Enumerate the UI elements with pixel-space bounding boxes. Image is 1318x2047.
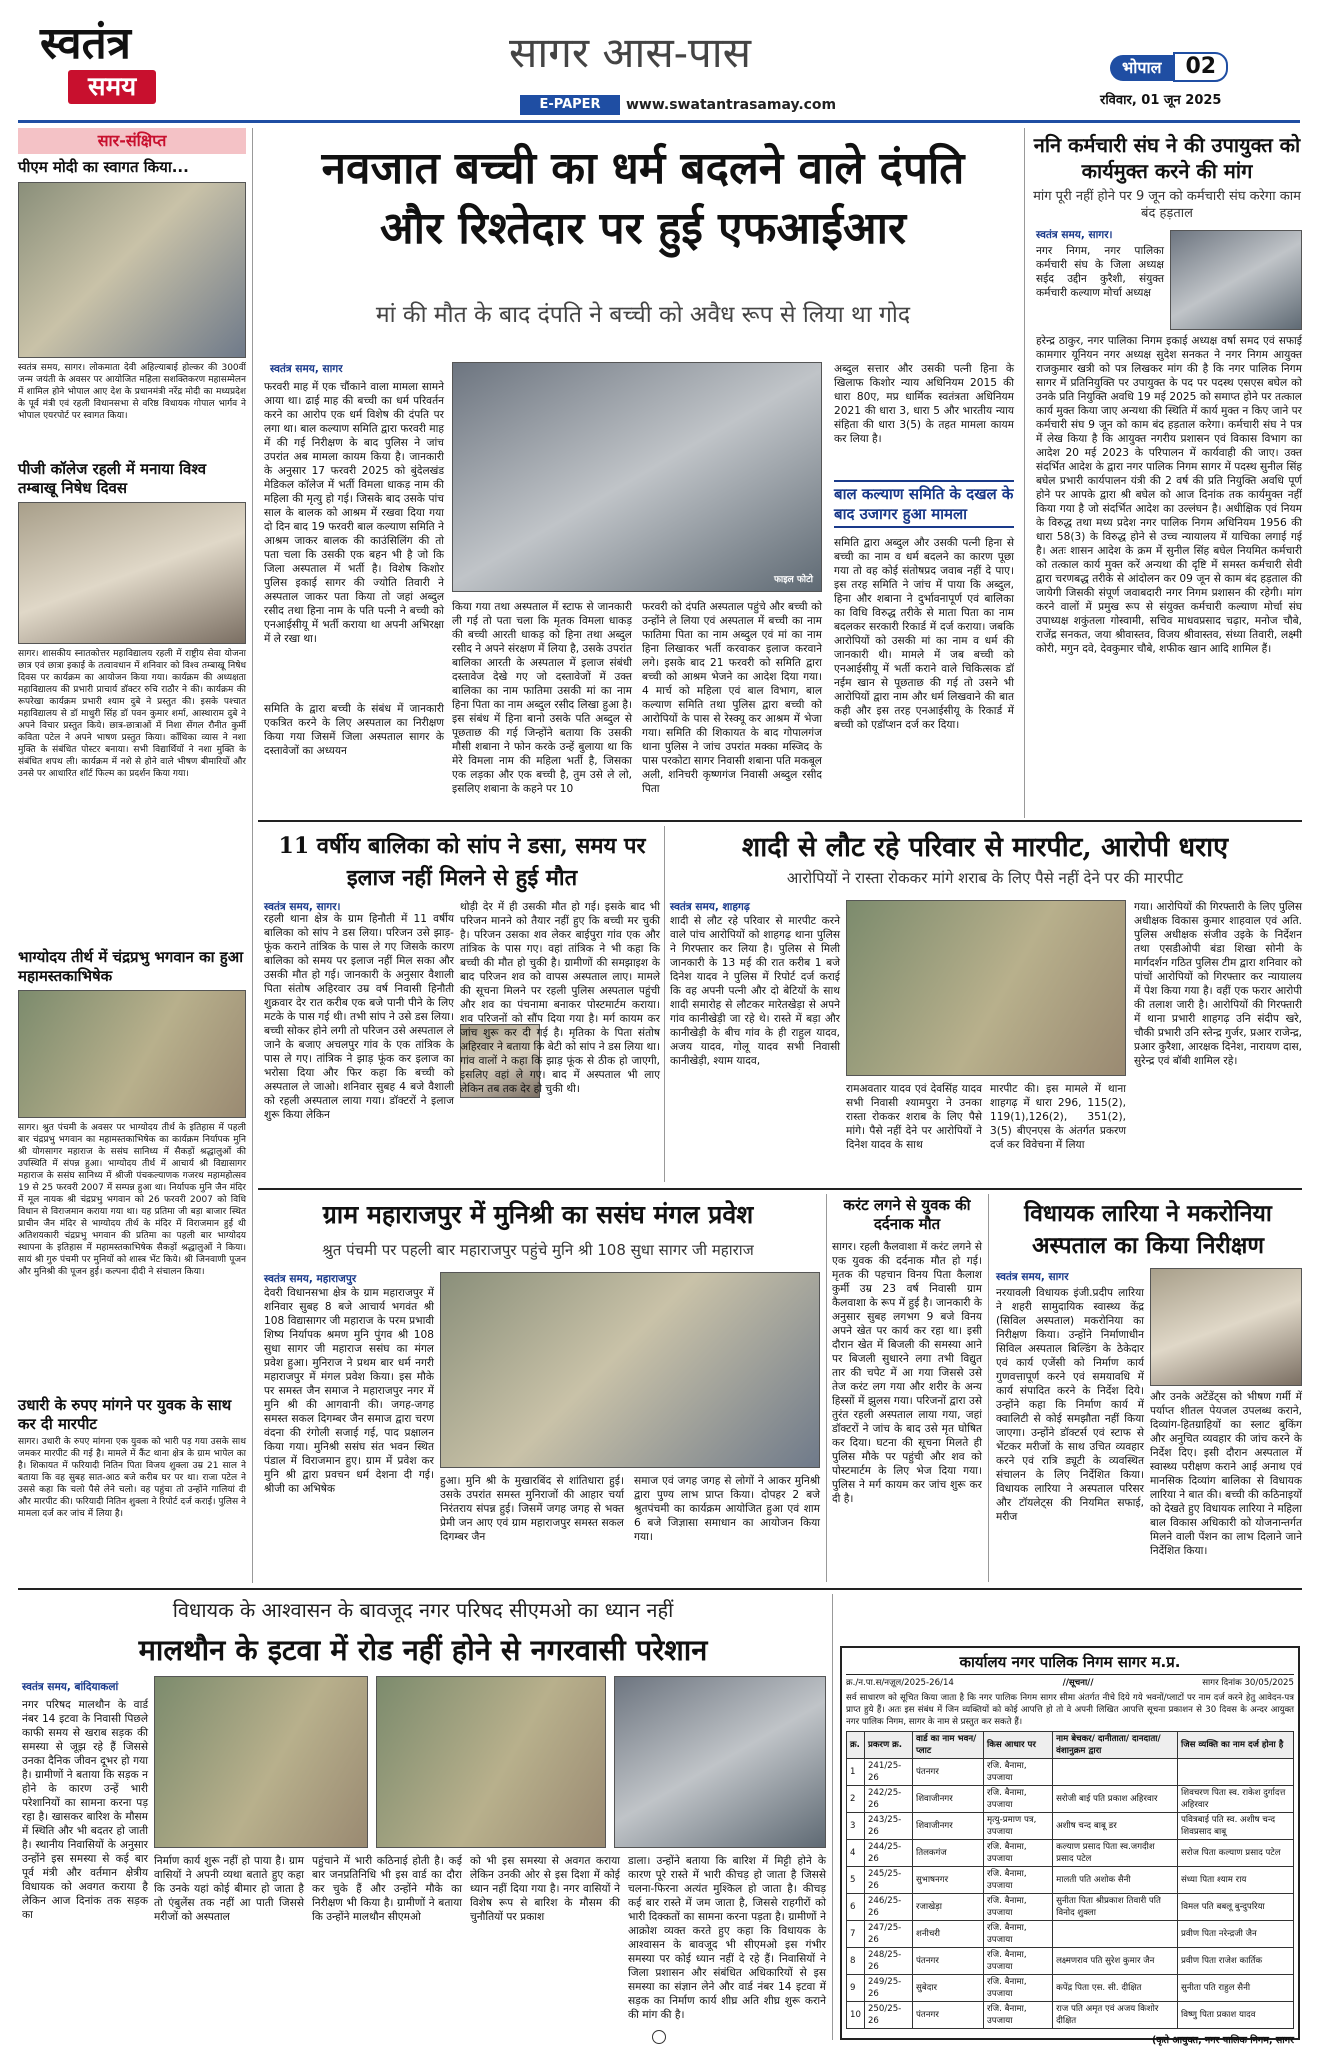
notice-cell: रजि. बैनामा, उपजाया <box>984 1948 1053 1975</box>
notice-cell: विष्णु पिता प्रकाश यादव <box>1178 2002 1294 2029</box>
notice-cell: 6 <box>847 1894 865 1921</box>
notice-row <box>847 1813 1294 1840</box>
wedding-col1: शादी से लौट रहे परिवार से मारपीट करने वाले पांच आरोपियों को शाहगढ़ थाना पुलिस ने गिरफ्तार कर लिया है। पुलिस से मिली जानकारी के 13 मई की रात करीब 1 बजे दिनेश यादव ने पुलिस में रिपोर्ट दर्ज कराई कि वह अपनी पत्नी और दो बेटियों के साथ शादी समारोह से लौटकर मारेतखेड़ा से अपने गांव कानीखेड़ी जा रहे थे। रास्ते में बड़ा और कानीखेड़ी के बीच गांव के ही राहुल यादव, अजय यादव, गोलू यादव सभी निवासी कानीखेड़ी, श्याम यादव, <box>670 915 840 1067</box>
sidebar-item2-head: पीजी कॉलेज रहली में मनाया विश्व तम्बाखू निषेध दिवस <box>18 460 207 497</box>
notice-cell: 250/25-26 <box>864 2002 912 2029</box>
notice-cell: 243/25-26 <box>864 1813 912 1840</box>
union-subhead: मांग पूरी नहीं होने पर 9 जून को कर्मचारी संघ करेगा काम बंद हड़ताल <box>1033 189 1301 221</box>
mla-visit-col2: और उनके अटेंडेंट्स को भीषण गर्मी में पर्याप्त शीतल पेयजल उपलब्ध कराने, दिव्यांग-हितग्राहियों का स्लाट बुकिंग और अनुचित व्यवहार की जांच करने के निर्देश दिए। इसी दौरान अस्पताल में स्वास्थ्य परीक्षण कराने आई अनाथ एवं मानसिक दिव्यांग बालिका से विधायक लारिया ने बात की। बच्ची की कठिनाइयों को देखते हुए विधायक लारिया ने महिला बाल विकास अधिकारी को योजनान्तर्गत मिलने वाली पेंशन का लाभ दिलाने जाने निर्देशित किया। <box>1150 1391 1302 1557</box>
wedding-byline: स्वतंत्र समय, शाहगढ़ <box>670 901 750 913</box>
notice-cell <box>1053 1759 1178 1786</box>
page-number: 02 <box>1173 52 1228 82</box>
notice-cell: सुबेदार <box>912 1975 983 2002</box>
notice-cell: रजि. बैनामा, उपजाया <box>984 1894 1053 1921</box>
road-divider <box>832 1594 833 2040</box>
lead-right-divider <box>1024 128 1025 818</box>
photo-accused <box>846 900 1126 1076</box>
sidebar-item3-head: भाग्योदय तीर्थ में चंद्रप्रभु भगवान का हुआ महामस्तकाभिषेक <box>18 948 244 985</box>
sidebar-title: सार-संक्षिप्त <box>18 128 246 154</box>
notice-row <box>847 1975 1294 2002</box>
notice-cell: संध्या पिता श्याम राय <box>1178 1867 1294 1894</box>
notice-cell: सुनीता पिता श्रीप्रकाश तिवारी पति विनोद शुक्ला <box>1053 1894 1178 1921</box>
notice-header-cell: वार्ड का नाम भवन/प्लाट <box>912 1732 983 1759</box>
notice-cell: 3 <box>847 1813 865 1840</box>
lead-subhead: मां की मौत के बाद दंपति ने बच्ची को अवैध रूप से लिया था गोद <box>375 302 911 328</box>
muni-headline: ग्राम महाराजपुर में मुनिश्री का ससंघ मंगल प्रवेश <box>322 1200 754 1229</box>
masthead <box>0 0 1318 124</box>
wedding-col3: मारपीट की। इस मामले में थाना शाहगढ़ में धारा 296, 115(2), 119(1),126(2), 351(2), 3(5) बीएनएस के अंतर्गत प्रकरण दर्ज कर विवेचना में लिया <box>990 1083 1126 1151</box>
muni-byline: स्वतंत्र समय, महाराजपुर <box>264 1273 357 1285</box>
notice-cell: कपेंद्र पिता एस. सी. दीक्षित <box>1053 1975 1178 2002</box>
city-badge <box>1110 52 1245 82</box>
notice-cell: शनीचरी <box>912 1921 983 1948</box>
current-divider <box>988 1194 989 1582</box>
logo-top: स्वतंत्र <box>40 18 131 69</box>
notice-ref: क्र./न.पा.स/नज़ूल/2025-26/14 <box>846 1678 954 1688</box>
notice-header-cell: क्र. <box>847 1732 865 1759</box>
notice-cell: विमल पति बबलू बुन्दुपरिया <box>1178 1894 1294 1921</box>
sidebar-item2-text: सागर। शासकीय स्नातकोत्तर महाविद्यालय रहली में राष्ट्रीय सेवा योजना छात्र एवं छात्रा इकाई के तत्वावधान में शनिवार को विश्व तम्बाखू निषेध दिवस पर कार्यक्रम का आयोजन किया गया। कार्यक्रम की अध्यक्षता महाविद्यालय की प्रभारी प्राचार्य डॉक्टर रुचि राठौर ने की। कार्यक्रम की रूपरेखा कार्यक्रम प्रभारी श्याम दुबे ने प्रस्तुत की। इसके पश्चात महाविद्यालय से डॉ माधुरी सिंह डॉ पवन कुमार शर्मा, आस्थाराम दुबे ने अपने विचार प्रस्तुत किये। छात्र-छात्राओं में निशा सेंगल रौनीत कुर्मी कविता पटेल ने अपने भाषण प्रस्तुत किया। काँधिका व्यास ने नशा मुक्ति के संबंधित पोस्टर बनाया। सभी विद्यार्थियों ने नशा मुक्ति के संबंधित शपथ ली। कार्यक्रम में नशे से होने वाले भीषण बीमारियों और उनसे पर आधारित शॉर्ट फिल्म का प्रदर्शन किया गया। <box>18 649 246 779</box>
notice-cell: 8 <box>847 1948 865 1975</box>
notice-cell: मालती पति अशोक सैनी <box>1053 1867 1178 1894</box>
registration-mark-top <box>652 2030 666 2044</box>
notice-cell: अशीष चन्द बाबू डर <box>1053 1813 1178 1840</box>
lead-photo-caption: फाइल फोटो <box>773 575 813 585</box>
lead-col1: फरवरी माह में एक चौंकाने वाला मामला सामने आया था। ढाई माह की बच्ची का धर्म परिवर्तन करने का आरोप एक धर्म विशेष की दंपति पर लगा था। बाल कल्याण समिति द्वारा फरवरी माह में की गई निरीक्षण के बाद पुलिस ने जांच उपरांत अब मामला कायम किया है। जानकारी के अनुसार 17 फरवरी 2025 को बुंदेलखंड मेडिकल कॉलेज में भर्ती विमला धाकड़ नाम की महिला की मृत्यु हो गई। जिसके बाद उसके पांच साल के बालक को आश्रम में रखवा दिया गया दो दिन बाद 19 फरवरी बाल कल्याण समिति ने आश्रम जाकर बालक की काउंसिलिंग की तो पता चला कि उसकी एक बहन भी है जो कि जिला अस्पताल में भर्ती है। विशेष किशोर पुलिस इकाई सागर की ज्योति तिवारी ने अस्पताल जाकर पता किया तो जहां अब्दुल रसीद तथा हिना नाम के पति पत्नी ने बच्ची को एनआईसीयू में भर्ती कराया था अपनी अभिरक्षा में ले रखा था। <box>264 381 444 645</box>
notice-header-cell: प्रकरण क्र. <box>864 1732 912 1759</box>
photo-road-2 <box>376 1676 606 1848</box>
notice-cell: राज पति अमृत एवं अजय किशोर दीक्षित <box>1053 2002 1178 2029</box>
muni-col1: देवरी विधानसभा क्षेत्र के ग्राम महाराजपुर में शनिवार सुबह 8 बजे आचार्य भगवंत श्री 108 विद्यासागर जी महाराज के परम प्रभावी शिष्य निर्यापक श्रमण मुनि पुंगव श्री 108 सुधा सागर जी महाराज ससंघ का मंगल प्रवेश हुआ। मुनिराज ने प्रथम बार धर्म नगरी महाराजपुर में मंगल प्रवेश किया। इस मौके पर समस्त जैन समाज ने महाराजपुर नगर में मुनि श्री की आगवानी की। जगह-जगह समस्त सकल दिगम्बर जैन समाज द्वारा चरण वंदना की रंगोली सजाई गई, पाद प्रक्षालन किया गया। मुनिश्री ससंघ संत भवन स्थित पंडाल में विराजमान हुए। ग्राम में प्रवेश कर मुनि श्री द्वारा प्रवचन धर्म देशना दी गई। श्रीजी का अभिषेक <box>264 1287 434 1495</box>
notice-cell: सुभाषनगर <box>912 1867 983 1894</box>
notice-cell: 2 <box>847 1786 865 1813</box>
notice-cell: 1 <box>847 1759 865 1786</box>
notice-cell: शिवचरण पिता स्व. राकेश दुर्गादत्त अहिरवार <box>1178 1786 1294 1813</box>
section-title: सागर आस-पास <box>508 28 752 77</box>
notice-header-cell: किस आधार पर <box>984 1732 1053 1759</box>
lead-headline-line2: और रिश्तेदार पर हुई एफआईआर <box>380 203 906 254</box>
muni-divider <box>826 1194 827 1582</box>
notice-cell: 10 <box>847 2002 865 2029</box>
lead-col1b: समिति के द्वारा बच्ची के संबंध में जानकारी एकत्रित करने के लिए अस्पताल का निरीक्षण किया गया जिसमें जिला अस्पताल सागर के दस्तावेजों का अध्ययन <box>264 703 444 757</box>
snake-headline: 11 वर्षीय बालिका को सांप ने डसा, समय पर इलाज नहीं मिलने से हुई मौत <box>278 833 646 891</box>
notice-cell: प्रवीण पिता नरेन्द्रजी जैन <box>1178 1921 1294 1948</box>
notice-signature: (कृते आयुक्त, नगर पालिक निगम, सागर <box>1152 2035 1294 2046</box>
notice-cell: 246/25-26 <box>864 1894 912 1921</box>
lead-col3: फरवरी को दंपति अस्पताल पहुंचे और बच्ची को उन्होंने ले लिया एवं अस्पताल में बच्ची का नाम फातिमा पिता का नाम अब्दुल एवं मां का नाम हिना लिखाकर भर्ती करवाकर इलाज करवाने लगे। इसके बाद 21 फरवरी को समिति द्वारा बच्ची को आश्रम भेजने का आदेश दिया गया। 4 मार्च को महिला एवं बाल विभाग, बाल कल्याण समिति तथा पुलिस द्वारा बच्ची को आरोपियों के पास से रेस्क्यू कर आश्रम में भेजा गया। समिति की शिकायत के बाद गोपालगंज थाना पुलिस ने जांच उपरांत मक्का मस्जिद के पास परकोटा सागर निवासी शबाना पति मकबूल अली, शनिचरी कृष्णगंज निवासी अब्दुल रसीद पिता <box>642 601 822 795</box>
road-col4: को भी इस समस्या से अवगत कराया लेकिन उनकी ओर से इस दिशा में कोई ध्यान नहीं दिया गया है। नगर वासियों ने विशेष रूप से बारिश के मौसम की चुनौतियों पर प्रकाश <box>470 1855 620 1923</box>
lead-inset-head: बाल कल्याण समिति के दखल के बाद उजागर हुआ मामला <box>834 480 1014 528</box>
lead-col4b: समिति द्वारा अब्दुल और उसकी पत्नी हिना से बच्ची का नाम व धर्म बदलने का कारण पूछा गया तो वह कोई संतोषप्रद जवाब नहीं दे पाए। इस तरह समिति ने जांच में पाया कि अब्दुल, हिना और शबाना ने दुर्भावनापूर्ण एवं बालिका का विधि विरुद्ध तरीके से माता पिता का नाम बदलकर सरकारी रिकार्ड में दर्ज कराया। जबकि आरोपियों को उसकी मां का नाम व धर्म की जानकारी थी। मामले में जब बच्ची को एनआईसीयू में भर्ती कराने वाले चिकित्सक डॉ नईम खान से पूछताछ की गई तो उसने भी आरोपियों द्वारा नाम और धर्म लिखवाने की बात कही और इस तरह एनआईसीयू के रिकार्ड में बच्ची को एडॉप्शन दर्ज कर दिया। <box>834 537 1014 731</box>
masthead-rule <box>18 120 1300 123</box>
photo-mla-visit <box>1150 1268 1302 1386</box>
muni-subhead: श्रुत पंचमी पर पहली बार महाराजपुर पहुंचे मुनि श्री 108 सुधा सागर जी महाराज <box>322 1241 754 1259</box>
epaper-label: E-PAPER <box>520 95 620 115</box>
notice-cell: पवित्रबाई पति स्व. अशीष चन्द शिवप्रसाद बाबू <box>1178 1813 1294 1840</box>
notice-cell <box>1178 1759 1294 1786</box>
lead-headline-line1: नवजात बच्ची का धर्म बदलने वाले दंपति <box>321 143 965 194</box>
road-col2: निर्माण कार्य शुरू नहीं हो पाया है। ग्राम वासियों ने अपनी व्यथा बताते हुए कहा कि उनके यहां कोई बीमार हो जाता है तो एंबुलेंस तक नहीं आ पाती जिससे मरीजों को अस्पताल <box>154 1855 304 1923</box>
notice-cell: पंतनगर <box>912 1948 983 1975</box>
notice-intro: सर्व साधारण को सूचित किया जाता है कि नगर पालिक निगम सागर सीमा अंतर्गत नीचे दिये गये भवनों/प्लाटों पर नाम दर्ज करने हेतु आवेदन-पत्र प्राप्त हुये हैं। अतः इस संबंध में जिन व्यक्तियों को कोई आपत्ति हो तो वे अपनी लिखित आपत्ति सूचना प्रकाशन से 30 दिवस के अन्दर आयुक्त नगर पालिक निगम, सागर के नाम से प्रस्तुत कर सकते हैं। <box>846 1693 1294 1727</box>
photo-procession <box>440 1272 820 1468</box>
notice-table <box>846 1731 1294 2029</box>
road-kicker: विधायक के आश्वासन के बावजूद नगर परिषद सीएमओ का ध्यान नहीं <box>172 1598 674 1622</box>
current-text: सागर। रहली कैलवाशा में करंट लगने से एक युवक की दर्दनाक मौत हो गई। मृतक की पहचान विनय पिता कैलाश कुर्मी उम्र 23 वर्ष निवासी ग्राम कैलवाशा के रूप में हुई है। जानकारी के अनुसार सुबह लगभग 9 बजे विनय अपने खेत पर कार्य कर रहा था। इसी दौरान खेत में बिजली की समस्या आने पर बिजली सुधारने लगा तभी विद्युत तार की चपेट में आ गया जिससे उसे तेज करंट लग गया और शरीर के अन्य हिस्सों में झुलस गया। परिजनों द्वारा उसे तुरंत रहली अस्पताल लाया गया, जहां डॉक्टरों ने जांच के बाद उसे मृत घोषित कर दिया। घटना की सूचना मिलते ही पुलिस मौके पर पहुंची और शव को पोस्टमार्टम के लिए भेज दिया गया। पुलिस ने मर्ग कायम कर जांच शुरू कर दी है। <box>832 1241 982 1505</box>
logo <box>40 18 200 116</box>
snake-col1: रहली थाना क्षेत्र के ग्राम हिनौती में 11 वर्षीय बालिका को सांप ने डस लिया। परिजन उसे झाड़-फूंक कराने तांत्रिक के पास ले गए जिसके कारण बालिका को समय पर इलाज नहीं मिल सका और उसकी मौत हो गई। जानकारी के अनुसार वैशाली पिता संतोष अहिरवार उम्र वर्ष निवासी हिनौती शुक्रवार देर रात करीब एक बजे पानी पीने के लिए मटके के पास गई थी। तभी सांप ने उसे डस लिया। बच्ची सोकर होने लगी तो परिजन उसे अस्पताल ले जाने के बजाए अचलपुर गांव के एक तांत्रिक के पास ले गए। तांत्रिक ने झाड़ फूंक कर इलाज का भरोसा दिया और फिर कहा कि बच्ची को अस्पताल ले जाओ। शनिवार सुबह 4 बजे वैशाली को रहली अस्पताल लाया गया। डॉक्टरों ने इलाज शुरू किया लेकिन <box>264 913 454 1121</box>
sidebar-item1-head: पीएम मोदी का स्वागत किया... <box>18 158 189 176</box>
notice-row <box>847 1867 1294 1894</box>
current-headline: करंट लगने से युवक की दर्दनाक मौत <box>843 1196 971 1233</box>
sidebar <box>18 128 246 1583</box>
notice-cell: 7 <box>847 1921 865 1948</box>
sidebar-item1-text: स्वतंत्र समय, सागर। लोकमाता देवी अहिल्याबाई होल्कर की 300वीं जन्म जयंती के अवसर पर आयोजित महिला सशक्तिकरण महासम्मेलन में शामिल होने भोपाल आए देश के प्रधानमंत्री नरेंद्र मोदी का मध्यप्रदेश के पूर्व मंत्री एवं रहली विधानसभा से वरिष्ठ विधायक गोपाल भार्गव ने भोपाल एयरपोर्ट पर स्वागत किया। <box>18 363 246 421</box>
union-text-top: नगर निगम, नगर पालिका कर्मचारी संघ के जिला अध्यक्ष सईद उद्दीन कुरैशी, संयुक्त कर्मचारी कल्याण मोर्चा अध्यक्ष <box>1036 245 1164 299</box>
notice-cell: रजि. बैनामा, उपजाया <box>984 2002 1053 2029</box>
notice-cell: पंतनगर <box>912 2002 983 2029</box>
wedding-col2: रामअवतार यादव एवं देवसिंह यादव सभी निवासी श्यामपुरा ने उनका रास्ता रोककर शराब के लिए पैसे मांगे। पैसे नहीं देने पर आरोपियों ने दिनेश यादव के साथ <box>846 1083 982 1151</box>
website-link[interactable]: www.swatantrasamay.com <box>626 97 837 113</box>
notice-cell: 242/25-26 <box>864 1786 912 1813</box>
notice-row <box>847 2002 1294 2029</box>
notice-cell: रजि. बैनामा, उपजाया <box>984 1921 1053 1948</box>
mla-visit-byline: स्वतंत्र समय, सागर <box>996 1271 1069 1283</box>
notice-cell: 249/25-26 <box>864 1975 912 2002</box>
road-col5-visible: डाला। उन्होंने बताया कि बारिश में मिट्टी होने के कारण पूरे रास्ते में भारी कीचड़ हो जाता है जिससे चलना-फिरना अत्यंत मुश्किल हो जाता है। कीचड़ कई बार रास्ते में जम जाता है, जिससे राहगीरों को भारी दिक्कतों का सामना करना पड़ता है। ग्रामीणों ने आक्रोश व्यक्त करते हुए कहा कि विधायक के आश्वासन के बावजूद भी सीएमओ इस गंभीर समस्या पर कोई ध्यान नहीं दे रहे हैं। निवासियों ने जिला प्रशासन और संबंधित अधिकारियों से इस समस्या का संज्ञान लेने और वार्ड नंबर 14 इटवा में सड़क का निर्माण कार्य शीघ्र अति शीघ्र शुरू कराने की मांग की है। <box>628 1855 826 2021</box>
notice-cell: तिलकगंज <box>912 1840 983 1867</box>
snake-byline: स्वतंत्र समय, सागर। <box>264 901 341 913</box>
rule-row4 <box>18 1588 1302 1590</box>
notice-cell: रजि. बैनामा, उपजाया <box>984 1786 1053 1813</box>
notice-header-cell: जिस व्यक्ति का नाम दर्ज होना है <box>1178 1732 1294 1759</box>
notice-title: कार्यालय नगर पालिक निगम सागर म.प्र. <box>846 1652 1294 1675</box>
notice-header-cell: नाम बेचकर/ दानीताता/ दानदाता/ वंशानुक्रम द्वारा <box>1053 1732 1178 1759</box>
notice-row <box>847 1759 1294 1786</box>
photo-pm-welcome <box>18 182 246 358</box>
road-headline: मालथौन के इटवा में रोड नहीं होने से नगरवासी परेशान <box>138 1633 708 1667</box>
notice-label: //सूचना// <box>1062 1678 1094 1688</box>
notice-row <box>847 1948 1294 1975</box>
sidebar-item3-text: सागर। श्रुत पंचमी के अवसर पर भाग्योदय तीर्थ के इतिहास में पहली बार चंद्रप्रभु भगवान का महामस्तकाभिषेक का कार्यक्रम निर्यापक मुनि श्री योगसागर महाराज के ससंघ सानिध्य में सैकड़ों श्रद्धालुओं की उपस्थिति में संपन्न हुआ। भाग्योदय तीर्थ में आचार्य श्री विद्यासागर महाराज के ससंघ सानिध्य में श्रीजी पंचकल्याणक गजरथ महामहोत्सव 19 से 25 फरवरी 2007 में सम्पन्न हुआ था। निर्यापक मुनि जैन मंदिर में मूल नायक श्री चंद्रप्रभु भगवान को 26 फरवरी 2007 को विधि विधान से विराजमान कराया गया था। यह प्रतिमा जी बड़ा बाजार स्थित प्राचीन जैन मंदिर से भाग्योदय तीर्थ के मंदिर में विराजमान हुई थी अतिशयकारी चंद्रप्रभु भगवान की प्रतिमा का पहली बार भाग्योदय स्थापना के इतिहास में महामस्तकाभिषेक सैकड़ों श्रद्धालुओं ने किया। सायं श्री गुरु पंचमी पर मुनियों को शास्त्र भेंट किये। श्री जिनवाणी पूजन और मुनिश्री की पूजन हुई। कल्पना दीदी ने संचालन किया। <box>18 1123 246 1277</box>
notice-cell: सरोजी बाई पति प्रकाश अहिरवार <box>1053 1786 1178 1813</box>
notice-cell: लक्ष्मणराव पति सुरेश कुमार जैन <box>1053 1948 1178 1975</box>
notice-meta <box>846 1677 1294 1690</box>
road-col3: पहुंचाने में भारी कठिनाई होती है। कई बार जनप्रतिनिधि भी इस वार्ड का दौरा कर चुके हैं और उन्होंने मौके का निरीक्षण भी किया है। ग्रामीणों ने बताया कि उन्होंने मालथौन सीएमओ <box>312 1855 462 1923</box>
notice-cell: सुनीता पति राहुल सैनी <box>1178 1975 1294 2002</box>
lead-byline: स्वतंत्र समय, सागर <box>270 363 343 375</box>
notice-cell: 248/25-26 <box>864 1948 912 1975</box>
logo-bottom: समय <box>68 70 156 104</box>
notice-row <box>847 1894 1294 1921</box>
lead-col4: अब्दुल सत्तार और उसकी पत्नी हिना के खिलाफ किशोर न्याय अधिनियम 2015 की धारा 80ए, मप्र धार्मिक स्वतंत्रता अधिनियम 2021 की धारा 3, धारा 5 और भारतीय न्याय संहिता की धारा 3(5) के तहत मामला कायम कर लिया है। <box>834 363 1014 445</box>
municipal-notice <box>840 1646 1300 2046</box>
photo-college-event <box>18 502 246 644</box>
photo-road-3 <box>614 1676 826 1848</box>
notice-cell: रजि. बैनामा, उपजाया <box>984 1975 1053 2002</box>
sidebar-divider <box>252 128 253 1583</box>
notice-cell: 4 <box>847 1840 865 1867</box>
notice-cell: रजाखेड़ा <box>912 1894 983 1921</box>
union-text: हरेन्द्र ठाकुर, नगर पालिका निगम इकाई अध्यक्ष वर्षा समद एवं सफाई कामगार यूनियन नगर अध्यक्ष सुदेश सनकत ने नगर निगम आयुक्त राजकुमार खत्री को पत्र लिखकर मांग की है कि नगर पालिक निगम सागर में प्रतिनियुक्ति पर उपायुक्त के पद पर पदस्थ एसएस बघेल को उनके प्रति नियुक्ति अवधि 19 मई 2025 को समाप्त होने पर तत्काल कार्य मुक्त किया जाए अन्यथा की स्थिति में कार्य मुक्त न किए जाने पर कर्मचारी संघ 9 जून को काम बंद हड़ताल करेगा। कर्मचारी संघ ने पत्र में लेख किया है कि आयुक्त नगरीय प्रशासन एवं विकास विभाग का आदेश 20 मई 2023 के परिपालन में कार्यवाही की जाए। उक्त संदर्भित आदेश के द्वारा नगर पालिक निगम सागर में पदस्थ सुनील सिंह बघेल प्रभारी कार्यपालन यंत्री की 2 वर्ष की प्रति नियुक्ति अवधि पूर्ण होने पर आपके द्वारा श्री बघेल को आज दिनांक तक कार्यमुक्त नहीं किया गया है जो संदर्भित आदेश का उल्लंघन है। अधीक्षिक एवं नियम के विरुद्ध तथा मध्य प्रदेश नगर पालिक निगम अधिनियम 1956 की धारा 58(3) के विरुद्ध होने से उच्च न्यायालय में याचिका लगाई गई है। अतः शासन आदेश के क्रम में सुनील सिंह बघेल नियमित कर्मचारी को तत्काल कार्य मुक्त करें अन्यथा की दृष्टि में समस्त कर्मचारी सेवी द्वारा चरणबद्ध तरीके से आंदोलन कर 09 जून से काम बंद हड़ताल की जायेगी जिसकी संपूर्ण जवाबदारी नगर निगम प्रशासन की रहेगी। मांग करने वालों में प्रमुख रूप से संयुक्त कर्मचारी कल्याण मोर्चा संघ उपाध्यक्ष शकुंतला गोस्वामी, सचिव माधवप्रसाद चढ़ार, मनोज चौबे, राजेंद्र सनकत, जया श्रीवास्तव, विजय श्रीवास्तव, संध्या तिवारी, लक्ष्मी कोरी, मगुन दवे, देवकुमार चौबे, शफीक खान आदि शामिल हैं। <box>1036 335 1302 655</box>
mla-visit-headline: विधायक लारिया ने मकरोनिया अस्पताल का किया निरीक्षण <box>1024 1200 1272 1259</box>
notice-cell: 247/25-26 <box>864 1921 912 1948</box>
road-col1: नगर परिषद मालथौन के वार्ड नंबर 14 इटवा के निवासी पिछले काफी समय से खराब सड़क की समस्या से जूझ रहे हैं जिससे उनका दैनिक जीवन दूभर हो गया है। ग्रामीणों ने बताया कि सड़क न होने के कारण उन्हें भारी परेशानियों का सामना करना पड़ रहा है। खासकर बारिश के मौसम में स्थिति और भी बदतर हो जाती है। स्थानीय निवासियों के अनुसार उन्होंने इस समस्या से कई बार पूर्व मंत्री और वर्तमान क्षेत्रीय विधायक को अवगत कराया है लेकिन आज दिनांक तक सड़क का <box>22 1699 148 1921</box>
sidebar-item4-head: उधारी के रुपए मांगने पर युवक के साथ कर दी मारपीट <box>18 1396 232 1433</box>
notice-cell: मृत्यु-प्रमाण पत्र, उपजाया <box>984 1813 1053 1840</box>
notice-date: सागर दिनांक 30/05/2025 <box>1202 1678 1294 1688</box>
notice-cell: प्रवीण पिता राजेश कार्तिक <box>1178 1948 1294 1975</box>
muni-col2: हुआ। मुनि श्री के मुखारबिंद से शांतिधारा हुई। उसके उपरांत समस्त मुनिराजों की आहार चर्या निरंतराय संपन्न हुई। जिसमें जगह जगह से भक्त प्रेमी जन आए एवं ग्राम महाराजपुर समस्त सकल दिगम्बर जैन <box>440 1475 624 1543</box>
notice-cell: रजि. बैनामा, उपजाया <box>984 1867 1053 1894</box>
notice-cell: रजि. बैनामा, उपजाया <box>984 1840 1053 1867</box>
wedding-col4: गया। आरोपियों की गिरफ्तारी के लिए पुलिस अधीक्षक विकास कुमार शाहवाल एवं अति. पुलिस अधीक्षक संजीव उइके के निर्देशन तथा एसडीओपी बंडा शिखा सोनी के मार्गदर्शन गठित पुलिस टीम द्वारा शनिवार को पांचों आरोपियों को गिरफ्तार कर न्यायालय में पेश किया गया है। वहीं एक फरार आरोपी की तलाश जारी है। आरोपियों की गिरफ्तारी में थाना प्रभारी शाहगढ़ उनि संदीप खरे, चौकी प्रभारी उनि स्तेन्द्र गुर्जर, प्रआर राजेन्द्र, प्रआर कुरैशा, आरक्षक दिनेश, नारायण दास, सुरेन्द्र एवं बॉबी शामिल रहे। <box>1134 901 1302 1067</box>
mla-visit-col1: नरयावली विधायक इंजी.प्रदीप लारिया ने शहरी सामुदायिक स्वास्थ्य केंद्र (सिविल अस्पताल) मकरोनिया का निरीक्षण किया। उन्होंने निर्माणाधीन सिविल अस्पताल बिल्डिंग के ठेकेदार एवं कार्य एजेंसी को निर्माण कार्य गुणवत्तापूर्ण करने एवं समयावधि में कार्य संपादित करने के निर्देश दिये। उन्होंने कहा कि निर्माण कार्य में क्वालिटी से कोई समझौता नहीं किया जाएगा। उन्होंने डॉक्टर्स एवं स्टाफ से भेंटकर मरीजों के साथ उचित व्यवहार करने एवं रात्रि ड्यूटी के व्यवस्थित संचालन के लिए निर्देशित किया। विधायक लारिया ने अस्पताल परिसर और टॉयलेट्स की नियमित सफाई, मरीज <box>996 1287 1144 1523</box>
notice-cell: शिवाजीनगर <box>912 1786 983 1813</box>
wedding-headline: शादी से लौट रहे परिवार से मारपीट, आरोपी धराए <box>741 832 1229 863</box>
road-byline: स्वतंत्र समय, बांदियाकलां <box>22 1681 119 1693</box>
notice-cell: 241/25-26 <box>864 1759 912 1786</box>
sidebar-item4-text: सागर। उधारी के रुपए मांगना एक युवक को भारी पड़ गया उसके साथ जमकर मारपीट की गई है। मामले में कैंट थाना क्षेत्र के ग्राम भापेल का है। शिकायत में फरियादी नितिन पिता विजय शुक्ला उम्र 21 साल ने बताया कि वह सुबह सात-आठ बजे करीब घर पर था। राजा पटेल ने उससे कहा कि चलो पैसे लेने चलो। वह पहुंचा तो उन्होंने गालियां दी और मारपीट की। फरियादी नितिन शुक्ला ने रिपोर्ट दर्ज कराई। पुलिस ने मामला दर्ज कर जांच में लिया है। <box>18 1437 246 1519</box>
notice-cell: 245/25-26 <box>864 1867 912 1894</box>
city-label: भोपाल <box>1110 55 1173 81</box>
union-byline: स्वतंत्र समय, सागर। <box>1036 229 1113 241</box>
notice-cell: 244/25-26 <box>864 1840 912 1867</box>
issue-date: रविवार, 01 जून 2025 <box>1100 93 1222 108</box>
notice-cell: 9 <box>847 1975 865 2002</box>
photo-road-1 <box>154 1676 368 1848</box>
notice-cell: 5 <box>847 1867 865 1894</box>
muni-col3: समाज एवं जगह जगह से लोगों ने आकर मुनिश्री द्वारा पुण्य लाभ प्राप्त किया। दोपहर 2 बजे श्रुतपंचमी का कार्यक्रम आयोजित हुआ एवं शाम 6 बजे जिज्ञासा समाधान का आयोजन किया गया। <box>634 1475 820 1543</box>
snake-divider <box>664 826 665 1182</box>
photo-nagar-nigam <box>1170 230 1302 330</box>
lead-col2: किया गया तथा अस्पताल में स्टाफ से जानकारी ली गई तो पता चला कि मृतक विमला धाकड़ की बच्ची आरती धाकड़ को हिना तथा अब्दुल रसीद ने अपने संरक्षण में लिया है, उसके उपरांत बालिका आरती के अस्पताल में इलाज संबंधी दस्तावेज देखे गए जो दस्तावेजों में उक्त बालिका का नाम फातिमा उसकी मां का नाम हिना पिता का नाम अब्दुल रसीद लिखा हुआ है। इस संबंध में हिना बानो उसके पति अब्दुल से पूछताछ की गई जिन्होंने बताया कि उसकी मौसी शबाना ने फोन करके उन्हें बुलाया था कि मेरे विमला नाम की महिला भर्ती है, जिसका एक लड़का और एक बच्ची है, तुम उसे ले लो, इसलिए शबाना के कहने पर 10 <box>452 601 632 795</box>
snake-col2: थोड़ी देर में ही उसकी मौत हो गई। इसके बाद भी परिजन मानने को तैयार नहीं हुए कि बच्ची मर चुकी है। परिजन उसका शव लेकर बाईपुरा गांव एक और तांत्रिक के पास गए। वहां तांत्रिक ने भी कहा कि बच्ची की मौत हो चुकी है। ग्रामीणों की समझाइश के बाद परिजन शव को वापस अस्पताल लाए। मामले की सूचना मिलने पर रहली पुलिस अस्पताल पहुंची और शव का पंचनामा बनाकर पोस्टमार्टम कराया। शव परिजनों को सौंप दिया गया है। मर्ग कायम कर जांच शुरू कर दी गई है। मृतिका के पिता संतोष अहिरवार ने बताया कि बेटी को सांप ने डस लिया था। गांव वालों ने कहा कि झाड़ फूंक से ठीक हो जाएगी, इसलिए वहां ले गए। बाद में अस्पताल भी लाए लेकिन तब तक देर हो चुकी थी। <box>460 901 660 1095</box>
photo-lead <box>452 362 822 592</box>
notice-row <box>847 1786 1294 1813</box>
photo-temple-abhishek <box>18 990 246 1118</box>
rule-row3 <box>258 1188 1302 1190</box>
notice-cell: शिवाजीनगर <box>912 1813 983 1840</box>
notice-cell: पंतनगर <box>912 1759 983 1786</box>
union-headline: ननि कर्मचारी संघ ने की उपायुक्त को कार्यमुक्त करने की मांग <box>1033 133 1301 183</box>
notice-cell <box>1053 1921 1178 1948</box>
notice-row <box>847 1840 1294 1867</box>
notice-cell: रजि. बैनामा, उपजाया <box>984 1759 1053 1786</box>
wedding-subhead: आरोपियों ने रास्ता रोककर मांगे शराब के लिए पैसे नहीं देने पर की मारपीट <box>786 869 1184 887</box>
notice-row <box>847 1921 1294 1948</box>
rule-row2 <box>258 820 1302 822</box>
notice-cell: कल्याण प्रसाद पिता स्व.जगदीश प्रसाद पटेल <box>1053 1840 1178 1867</box>
notice-cell: सरोज पिता कल्याण प्रसाद पटेल <box>1178 1840 1294 1867</box>
